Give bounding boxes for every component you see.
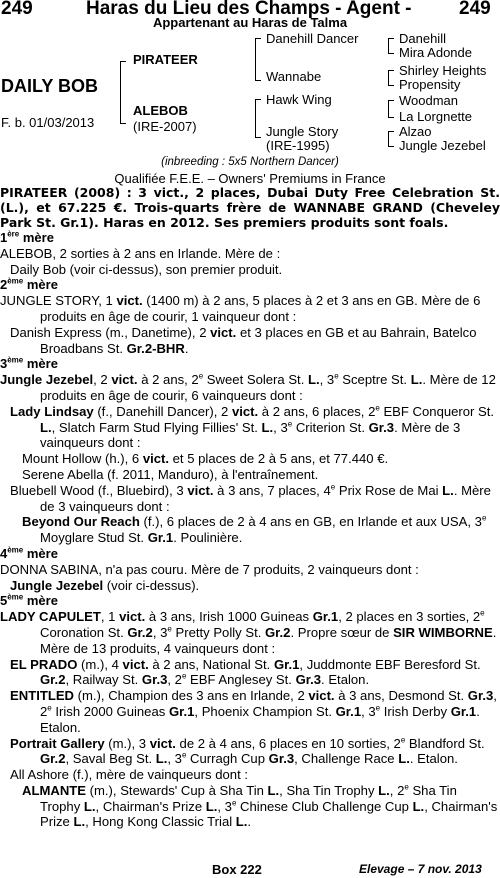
- dam-dam-bred: (IRE-1995): [266, 138, 330, 153]
- bracket-jungle-story: [388, 131, 394, 147]
- ancestor-7: Alzao: [399, 124, 432, 139]
- gen3-line-3: Mount Hollow (h.), 6 vict. et 5 places de 2 à 5 ans, et 77.440 €.: [22, 451, 389, 467]
- horse-name: DAILY BOB: [1, 76, 99, 96]
- consignor-title: Haras du Lieu des Champs - Agent -: [86, 0, 412, 19]
- sire-name: PIRATEER: [133, 52, 198, 67]
- gen3-line-5: Bluebell Wood (f., Bluebird), 3 vict. à 3 ans, 7 places, 4e Prix Rose de Mai L.. Mère de 3 vainqueurs dont :: [10, 482, 491, 514]
- ancestor-3: Shirley Heights: [399, 63, 487, 78]
- gen3-line-1: Jungle Jezebel, 2 vict. à 2 ans, 2e Sweet Solera St. L., 3e Sceptre St. L.. Mère de 12 produits en âge de courir, 6 vainqueurs dont :: [0, 371, 496, 403]
- inbreeding-note: (inbreeding : 5x5 Northern Dancer): [161, 156, 339, 168]
- lot-number-left: 249: [1, 0, 33, 19]
- generation-1-heading: 1ère mère: [0, 229, 54, 245]
- dam-dam: Jungle Story: [266, 124, 339, 139]
- gen2-line-2: Danish Express (m., Danetime), 2 vict. et 3 places en GB et au Bahrain, Batelco Broadbans St. Gr.2-BHR.: [10, 324, 477, 356]
- sire-bracket: [255, 38, 261, 81]
- dam-name: ALEBOB: [133, 103, 188, 118]
- dam-sire: Hawk Wing: [266, 92, 332, 107]
- ancestor-8: Jungle Jezebel: [399, 138, 486, 153]
- ancestor-4: Propensity: [399, 77, 461, 92]
- sale-info: Elevage – 7 nov. 2013: [359, 862, 482, 876]
- gen2-line-1: JUNGLE STORY, 1 vict. (1400 m) à 2 ans, 5 places à 2 et 3 ans en GB. Mère de 6 produits en âge de courir, 1 vainqueur dont :: [0, 293, 481, 324]
- gen5-line-5: All Ashore (f.), mère de vainqueurs dont :: [10, 767, 248, 783]
- gen3-line-6: Beyond Our Reach (f.), 6 places de 2 à 4 ans en GB, en Irlande et aux USA, 3e Moyglare Stud St. Gr.1. Poulinière.: [22, 513, 487, 546]
- sire-dam: Wannabe: [266, 69, 322, 84]
- gen3-line-2: Lady Lindsay (f., Danehill Dancer), 2 vict. à 2 ans, 6 places, 2e EBF Conqueror St. L., Slatch Farm Stud Flying Fillies' St. L., 3e Criterion St. Gr.3. Mère de 3 vainqueurs dont :: [10, 403, 495, 451]
- bracket-hawk-wing: [388, 100, 394, 118]
- gen5-line-3: ENTITLED (m.), Champion des 3 ans en Irlande, 2 vict. à 3 ans, Desmond St. Gr.3, 2e Irish 2000 Guineas Gr.1, Phoenix Champion St. Gr.1, 3e Irish Derby Gr.1. Etalon.: [10, 688, 497, 735]
- generation-3-heading: 3ème mère: [0, 356, 58, 372]
- owner-line: Appartenant au Haras de Talma: [152, 15, 348, 30]
- gen5-line-4: Portrait Gallery (m.), 3 vict. de 2 à 4 ans, 6 places en 10 sorties, 2e Blandford St. Gr.2, Saval Beg St. L., 3e Curragh Cup Gr.3, Challenge Race L.. Etalon.: [10, 735, 485, 767]
- ancestor-2: Mira Adonde: [399, 45, 472, 60]
- ancestor-5: Woodman: [399, 93, 459, 108]
- gen4-line-1: DONNA SABINA, n'a pas couru. Mère de 7 produits, 2 vainqueurs dont :: [0, 561, 419, 577]
- gen1-line-1: ALEBOB, 2 sorties à 2 ans en Irlande. Mère de :: [0, 245, 281, 261]
- generation-4-heading: 4ème mère: [0, 545, 58, 561]
- box-number: Box 222: [212, 862, 262, 877]
- sire-note: PIRATEER (2008) : 3 vict., 2 places, Dubai Duty Free Celebration St. (L.), et 67.225 €. Trois-quarts frère de WANNABE GRAND (Cheveley Park St. Gr.1). Haras en 2012. Ses premiers produits sont foals.: [0, 185, 500, 230]
- generation-5-heading: 5ème mère: [0, 593, 58, 609]
- sire-sire: Danehill Dancer: [266, 31, 359, 46]
- dam-bracket: [255, 99, 261, 138]
- gen4-line-2: Jungle Jezebel (voir ci-dessus).: [10, 577, 200, 593]
- ancestor-6: La Lorgnette: [399, 109, 473, 124]
- ancestor-1: Danehill: [399, 31, 446, 46]
- gen1-line-2: Daily Bob (voir ci-dessus), son premier produit.: [10, 261, 283, 277]
- sire-dam-bracket: [120, 61, 126, 124]
- catalogue-body: [0, 185, 500, 830]
- gen5-line-1: LADY CAPULET, 1 vict. à 3 ans, Irish 1000 Guineas Gr.1, 2 places en 3 sorties, 2e Coronation St. Gr.2, 3e Pretty Polly St. Gr.2. Propre sœur de SIR WIMBORNE. Mère de 13 produits, 4 vainqueurs dont :: [0, 608, 497, 656]
- gen3-line-4: Serene Abella (f. 2011, Manduro), à l'entraînement.: [22, 466, 319, 482]
- lot-number-right: 249: [459, 0, 491, 19]
- bracket-danehill-dancer: [388, 38, 394, 54]
- qualifications: Qualifiée F.E.E. – Owners' Premiums in France: [114, 171, 386, 186]
- gen5-line-2: EL PRADO (m.), 4 vict. à 2 ans, National St. Gr.1, Juddmonte EBF Beresford St. Gr.2, Railway St. Gr.3, 2e EBF Anglesey St. Gr.3. Etalon.: [10, 656, 481, 688]
- gen5-line-6: ALMANTE (m.), Stewards' Cup à Sha Tin L., Sha Tin Trophy L., 2e Sha Tin Trophy L., Chairman's Prize L., 3e Chinese Club Challenge Cup L., Chairman's Prize L., Hong Kong Classic Trial L..: [22, 782, 498, 830]
- generation-2-heading: 2ème mère: [0, 277, 58, 293]
- bracket-wannabe: [388, 70, 394, 86]
- dam-bred: (IRE-2007): [133, 119, 197, 134]
- horse-details: F. b. 01/03/2013: [1, 115, 95, 130]
